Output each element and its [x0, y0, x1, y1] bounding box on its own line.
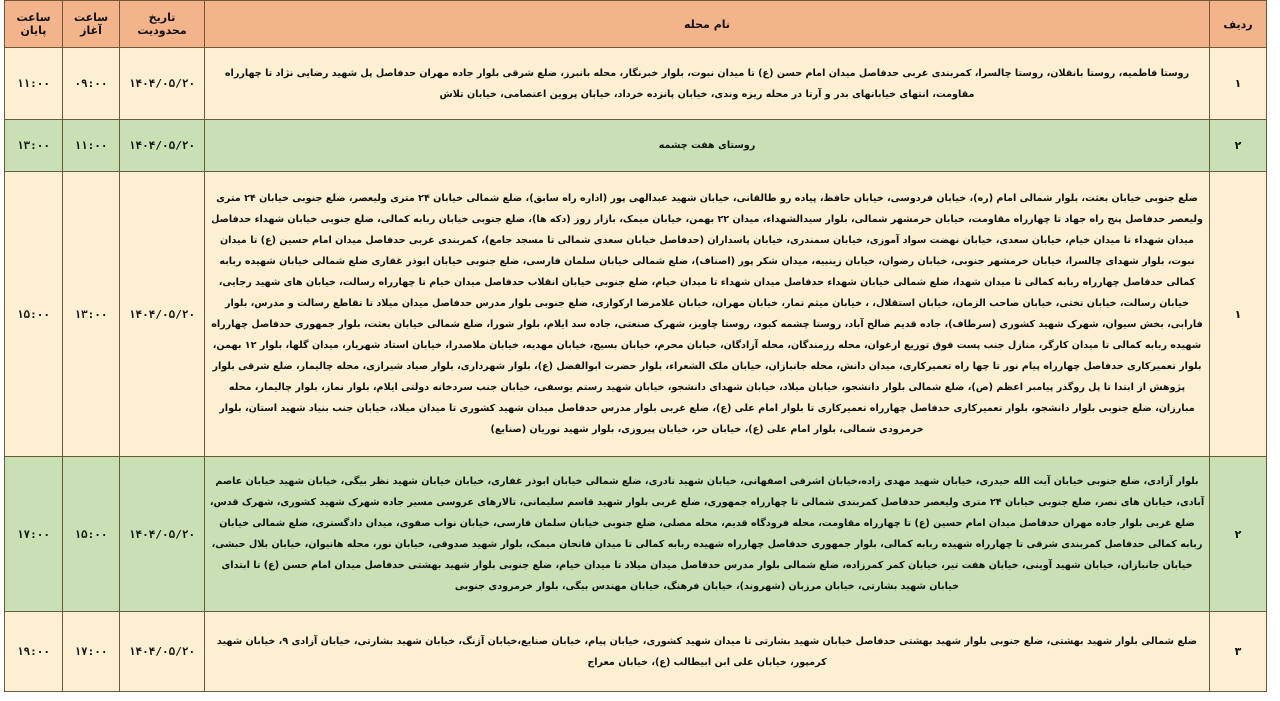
row-area: روستا فاطمیه، روستا بانقلان، روستا چالسرا، کمربندی غربی حدفاصل میدان امام حسن (ع) تا میدان نبوت، بلوار خبرنگار، محله بانبرز، ضلع شرقی بلوار جاده مهران حدفاصل پل شهید رضایی نژاد تا چهارراه مقاومت، انتهای خیابانهای بدر و آرتا در محله ریزه وندی، خیابان پانزده خرداد، خیابان پروین اعتصامی، خیابان تلاش — [205, 48, 1210, 120]
row-date: ۱۴۰۴/۰۵/۲۰ — [120, 457, 205, 612]
header-date: تاریخ محدودیت — [120, 1, 205, 48]
header-area: نام محله — [205, 1, 1210, 48]
row-index: ۳ — [1210, 612, 1267, 692]
row-date: ۱۴۰۴/۰۵/۲۰ — [120, 120, 205, 172]
row-index: ۱ — [1210, 172, 1267, 457]
header-start-time: ساعت آغاز — [63, 1, 120, 48]
table-row — [5, 172, 1267, 457]
row-area: روستای هفت چشمه — [205, 120, 1210, 172]
row-start-time: ۱۳:۰۰ — [63, 172, 120, 457]
header-index: ردیف — [1210, 1, 1267, 48]
row-start-time: ۰۹:۰۰ — [63, 48, 120, 120]
row-area: ضلع جنوبی خیابان بعثت، بلوار شمالی امام (ره)، خیابان فردوسی، خیابان حافظ، پیاده رو طالقانی، خیابان شهید عبدالهی پور (اداره راه سابق)، ضلع شمالی خیابان ۲۴ متری ولیعصر، ضلع جنوبی خیابان ۲۴ متری ولیعصر حدفاصل پنج راه جهاد تا چهارراه مقاومت، خیابان خرمشهر شمالی، بلوار سیدالشهداء، میدان ۲۲ بهمن، خیابان میمک، بازار روز (دکه ها)، ضلع جنوبی خیابان ربابه کمالی، ضلع جنوبی خیابان شهداء حدفاصل میدان شهداء تا میدان خیام، خیابان سعدی، خیابان نهضت سواد آموزی، خیابان سمندری، خیابان پاسداران (حدفاصل خیابان سعدی شمالی تا مسجد جامع)، کمربندی غربی حدفاصل میدان امام حسین (ع) تا میدان نبوت، بلوار شهدای چالسرا، خیابان خرمشهر جنوبی، خیابان رضوان، خیابان زینبیه، میدان شکر پور (اصناف)، ضلع شمالی خیابان سلمان فارسی، ضلع جنوبی خیابان ابوذر غفاری ضلع شمالی خیابان شهیده ربابه کمالی حدفاصل چهارراه ربابه کمالی تا میدان شهدا، ضلع شمالی خیابان شهداء حدفاصل میدان شهداء تا میدان خیام، ضلع جنوبی خیابان انقلاب حدفاصل میدان خیام تا چهارراه رسالت، خیابان های شهید رجایی، خیابان رسالت، خیابان تختی، خیابان صاحب الزمان، خیابان استقلال، ، خیابان میثم تمار، خیابان مهران، خیابان غلامرضا ارکوازی، ضلع جنوبی بلوار مدرس حدفاصل میدان میلاد تا تقاطع رسالت و مدرس، بلوار فارابی، بخش سیوان، شهرک شهید کشوری (سرطاف)، جاده قدیم صالح آباد، روستا چشمه کبود، روستا چاویز، شهرک صنعتی، جاده سد ایلام، بلوار شورا، ضلع شمالی خیابان بعثت، بلوار جمهوری حدفاصل چهارراه شهیده ربابه کمالی تا میدان کارگر، منازل جنب پست فوق توزیع ارغوان، محله رزمندگان، محله آزادگان، خیابان محرم، خیابان بسیج، خیابان مهدیه، خیابان ملاصدرا، خیابان استاد شهریار، میدان گلها، بلوار ۱۲ بهمن، بلوار تعمیرکاری حدفاصل چهارراه پیام نور تا چها راه تعمیرکاری، میدان دانش، محله جانبازان، خیابان ملک الشعراء، بلوار حضرت ابوالفضل (ع)، بلوار شهرداری، بلوار صیاد شیرازی، محله چالیمار، ضلع شرقی بلوار پژوهش از ابتدا تا پل روگذر پیامبر اعظم (ص)، ضلع شمالی بلوار دانشجو، خیابان میلاد، خیابان شهدای دانشجو، خیابان شهید رستم یوسفی، خیابان جنب سردخانه دولتی ایلام، بلوار نماز، بلوار چالیمار، محله مبارزان، ضلع جنوبی بلوار دانشجو، بلوار تعمیرکاری حدفاصل چهارراه تعمیرکاری تا بلوار امام علی (ع)، ضلع غربی بلوار مدرس حدفاصل میدان شهید کشوری تا میدان میلاد، خیابان جنب بنیاد شهید استان، بلوار خرمرودی شمالی، بلوار امام علی (ع)، خیابان حر، خیابان پیروزی، بلوار شهید نوریان (صنایع) — [205, 172, 1210, 457]
row-end-time: ۱۷:۰۰ — [5, 457, 63, 612]
table-row — [5, 120, 1267, 172]
row-end-time: ۱۹:۰۰ — [5, 612, 63, 692]
row-start-time: ۱۱:۰۰ — [63, 120, 120, 172]
row-date: ۱۴۰۴/۰۵/۲۰ — [120, 612, 205, 692]
table-row — [5, 457, 1267, 612]
table-row — [5, 612, 1267, 692]
row-area: ضلع شمالی بلوار شهید بهشتی، ضلع جنوبی بلوار شهید بهشتی حدفاصل خیابان شهید بشارتی تا میدان شهید کشوری، خیابان پیام، خیابان صنایع،خیابان آژنگ، خیابان شهید بشارتی، خیابان آزادی ۹، خیابان شهید کرمپور، خیابان علی ابن ابیطالب (ع)، خیابان معراج — [205, 612, 1210, 692]
header-end-time: ساعت پایان — [5, 1, 63, 48]
row-area: بلوار آزادی، ضلع جنوبی خیابان آیت الله حیدری، خیابان شهید مهدی زاده،خیابان اشرفی اصفهانی، خیابان شهید نادری، ضلع شمالی خیابان ابوذر غفاری، خیابان خیابان شهید نظر بیگی، خیابان شهید خیابان عاصم آبادی، خیابان های نصر، ضلع جنوبی خیابان ۲۴ متری ولیعصر حدفاصل کمربندی شمالی تا چهارراه جمهوری، ضلع غربی بلوار شهید قاسم سلیمانی، تالارهای عروسی مسیر جاده شهرک شهید کشوری، شهرک قدس، ضلع غربی بلوار جاده مهران حدفاصل میدان امام حسین (ع) تا چهارراه مقاومت، محله فرودگاه قدیم، محله مصلی، ضلع جنوبی خیابان سلمان فارسی، خیابان نواب صفوی، میدان دادگستری، ضلع شمالی خیابان ربابه کمالی حدفاصل کمربندی شرقی تا چهارراه شهیده ربابه کمالی، بلوار جمهوری حدفاصل چهارراه شهیده ربابه کمالی تا میدان فاتحان میمک، بلوار شهید صدوقی، خیابان نور، محله هانیوان، خیابان بلال حبشی، خیابان جانبازان، خیابان شهید آوینی، خیابان هفت تیر، خیابان کمر کمرزاده، ضلع شمالی بلوار مدرس حدفاصل میدان میلاد تا میدان خیام، ضلع جنوبی بلوار شهید بهشتی حدفاصل میدان امام حسن (ع) تا ابتدای خیابان شهید بشارتی، خیابان مرزبان (شهروند)، خیابان فرهنگ، خیابان مهندس بیگی، بلوار خرمرودی جنوبی — [205, 457, 1210, 612]
row-end-time: ۱۵:۰۰ — [5, 172, 63, 457]
outage-schedule-table — [4, 0, 1267, 692]
row-date: ۱۴۰۴/۰۵/۲۰ — [120, 172, 205, 457]
row-index: ۲ — [1210, 120, 1267, 172]
header-row — [5, 1, 1267, 48]
row-date: ۱۴۰۴/۰۵/۲۰ — [120, 48, 205, 120]
row-end-time: ۱۳:۰۰ — [5, 120, 63, 172]
row-start-time: ۱۷:۰۰ — [63, 612, 120, 692]
table-row — [5, 48, 1267, 120]
row-start-time: ۱۵:۰۰ — [63, 457, 120, 612]
row-end-time: ۱۱:۰۰ — [5, 48, 63, 120]
row-index: ۲ — [1210, 457, 1267, 612]
row-index: ۱ — [1210, 48, 1267, 120]
